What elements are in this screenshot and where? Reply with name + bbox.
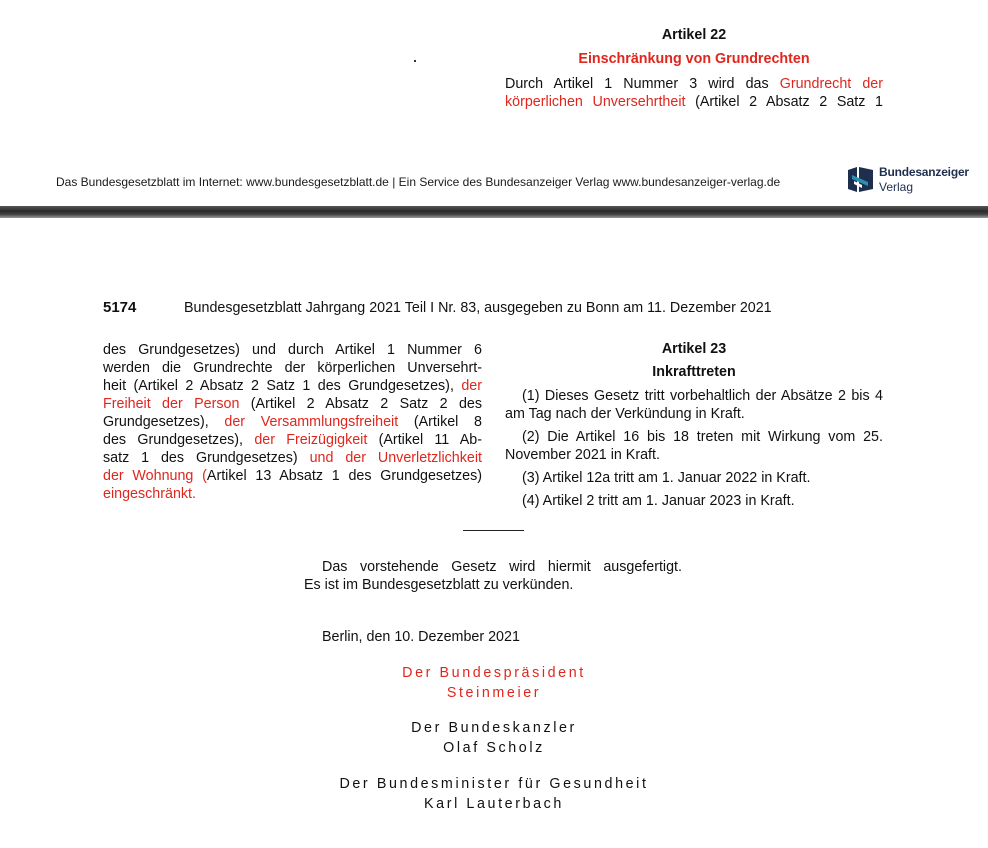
section-divider — [463, 530, 524, 531]
article-23-paragraph: (2) Die Artikel 16 bis 18 treten mit Wirkung vom 25. November 2021 in Kraft. — [505, 429, 883, 463]
article-22-heading: Einschränkung von Grundrechten — [578, 51, 810, 67]
page-number: 5174 — [103, 299, 137, 316]
page-header-title: Bundesgesetzblatt Jahrgang 2021 Teil I Nr. 83, ausgegeben zu Bonn am 11. Dezember 2021 — [184, 300, 772, 316]
article-23-paragraph: (4) Artikel 2 tritt am 1. Januar 2023 in Kraft. — [522, 493, 795, 509]
scan-dot — [414, 60, 416, 62]
page-footer: Das Bundesgesetzblatt im Internet: www.bundesgesetzblatt.de | Ein Service des Bundesanzeiger Verlag www.bundesanzeiger-verlag.de — [56, 175, 781, 189]
article-23-body — [505, 387, 883, 515]
bundesanzeiger-logo — [848, 165, 972, 197]
signature-role-president: Der Bundespräsident — [402, 665, 586, 681]
logo-word-bundesanzeiger: Bundesanzeiger — [879, 165, 969, 179]
logo-word-verlag: Verlag — [879, 180, 914, 194]
bundesanzeiger-logo-icon — [848, 167, 873, 192]
promulgation-line-2: Es ist im Bundesgesetzblatt zu verkünden. — [304, 577, 574, 593]
left-column-text: des Grundgesetzes) und durch Artikel 1 Nummer 6 werden die Grundrechte der körperlichen Unversehrt- heit (Artikel 2 Absatz 2 Satz 1 des Grundgesetzes), der Freiheit der Person (Artikel 2 Absatz 2 Satz 2 des Grundgesetzes), der Versammlungsfreiheit (Artikel 8 des Grundgesetzes), der Freizügigkeit (Artikel 11 Ab- satz 1 des Grundgesetzes) und der Unverletzlichkeit der Wohnung (Artikel 13 Absatz 1 des Grundgesetzes) eingeschränkt. — [103, 342, 483, 502]
signature-role-chancellor: Der Bundeskanzler — [411, 720, 577, 736]
place-and-date: Berlin, den 10. Dezember 2021 — [322, 629, 520, 645]
article-23-paragraph: (1) Dieses Gesetz tritt vorbehaltlich der Absätze 2 bis 4 am Tag nach der Verkündung in Kraft. — [505, 388, 883, 422]
signature-name-chancellor: Olaf Scholz — [443, 740, 545, 756]
page-break-bar — [0, 206, 988, 218]
article-22-title: Artikel 22 — [661, 27, 727, 43]
signature-name-health-minister: Karl Lauterbach — [424, 796, 564, 812]
signature-name-president: Steinmeier — [446, 685, 542, 701]
signature-role-health-minister: Der Bundesminister für Gesundheit — [339, 776, 649, 792]
article-22-text: Durch Artikel 1 Nummer 3 wird das Grundrecht der körperlichen Unversehrtheit (Artikel 2 Absatz 2 Satz 1 — [505, 76, 883, 110]
article-23-heading: Inkrafttreten — [652, 364, 736, 380]
article-23-paragraph: (3) Artikel 12a tritt am 1. Januar 2022 in Kraft. — [522, 470, 811, 486]
promulgation-line-1: Das vorstehende Gesetz wird hiermit ausgefertigt. — [322, 559, 682, 575]
article-23-title: Artikel 23 — [661, 341, 727, 357]
